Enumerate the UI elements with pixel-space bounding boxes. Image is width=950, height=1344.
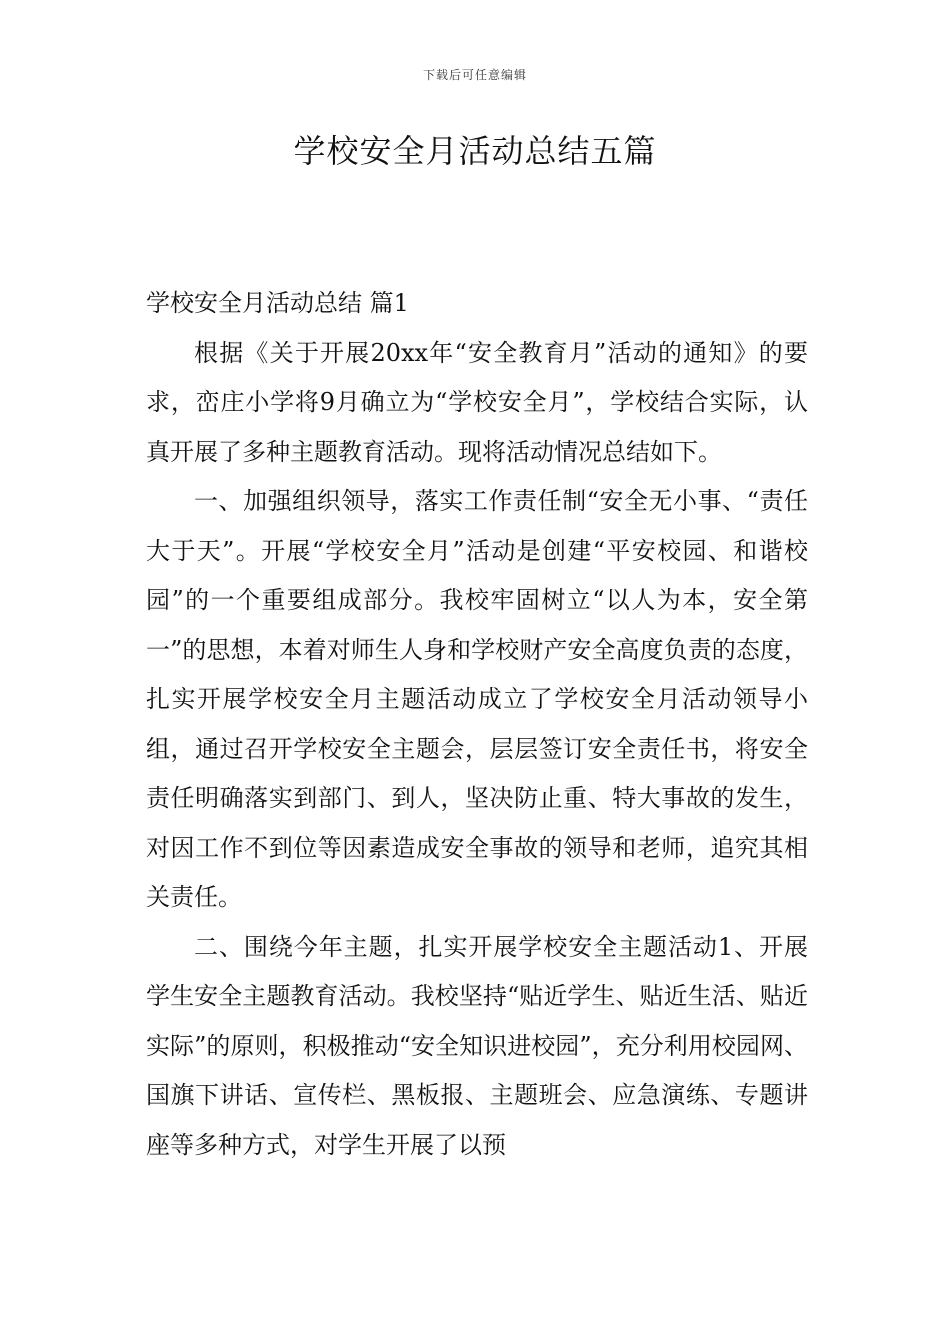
document-body: [146, 279, 808, 1170]
paragraph: 一、加强组织领导，落实工作责任制“安全无小事、“责任大于天”。开展“学校安全月”活动是创建“平安校园、和谐校园”的一个重要组成部分。我校牢固树立“以人为本，安全第一”的思想，本着对师生人身和学校财产安全高度负责的态度，扎实开展学校安全月主题活动成立了学校安全月活动领导小组，通过召开学校安全主题会，层层签订安全责任书，将安全责任明确落实到部门、到人，坚决防止重、特大事故的发生，对因工作不到位等因素造成安全事故的领导和老师，追究其相关责任。: [146, 487, 808, 911]
document-title: 学校安全月活动总结五篇: [293, 132, 657, 170]
paragraph: 二、围绕今年主题，扎实开展学校安全主题活动1、开展学生安全主题教育活动。我校坚持“贴近学生、贴近生活、贴近实际”的原则，积极推动“安全知识进校园”，充分利用校园网、国旗下讲话、宣传栏、黑板报、主题班会、应急演练、专题讲座等多种方式，对学生开展了以预: [146, 932, 808, 1159]
paragraph: 根据《关于开展20xx年“安全教育月”活动的通知》的要求，峦庄小学将9月确立为“学校安全月”，学校结合实际，认真开展了多种主题教育活动。现将活动情况总结如下。: [146, 338, 808, 466]
header-note: 下载后可任意编辑: [422, 68, 527, 82]
section-heading: 学校安全月活动总结 篇1: [146, 289, 409, 317]
